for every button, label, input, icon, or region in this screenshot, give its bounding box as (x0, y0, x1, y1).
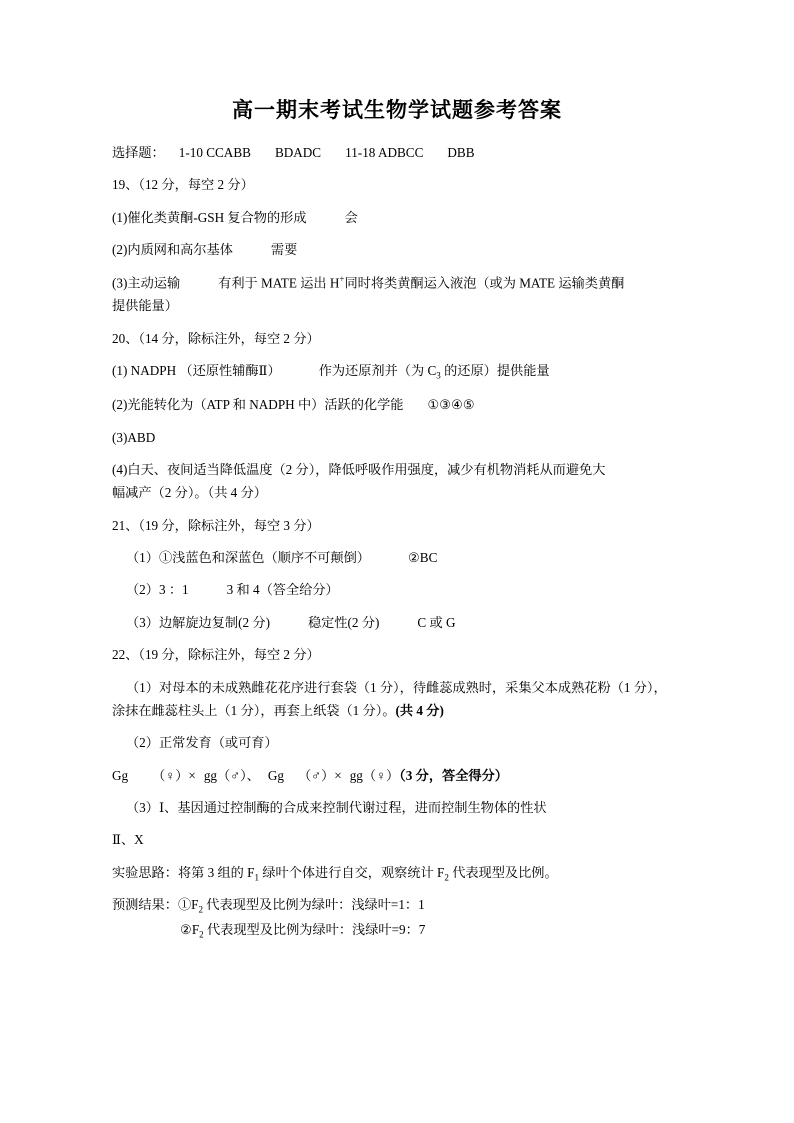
q20-line-2-b: ①③④⑤ (427, 397, 475, 413)
q20-line-2-a: (2)光能转化为（ATP 和 NADPH 中）活跃的化学能 (112, 397, 404, 413)
q19-item-1-answer: 会 (344, 209, 358, 225)
q22-predicted-result-1 (112, 894, 682, 917)
genotype-1: Gg (112, 767, 129, 783)
q21-line-3-b: 稳定性(2 分) (307, 614, 380, 630)
q20-line-1-b: 作为还原剂并（为 C (318, 363, 437, 379)
q19-header: 19、（12 分，每空 2 分） (112, 177, 254, 193)
q22-line-1-cont-text: 涂抹在雌蕊柱头上（1 分），再套上纸袋（1 分）。 (112, 702, 396, 718)
f2-subscript-r2: 2 (199, 929, 204, 940)
q21-line-1-a: （1）①浅蓝色和深蓝色（顺序不可颠倒） (126, 550, 370, 566)
q21-line-2-a: （2）3 ：1 (126, 582, 189, 598)
predicted-result-2-b: 代表现型及比例为绿叶：浅绿叶=9：7 (203, 922, 426, 938)
experiment-idea-c: 代表现型及比例。 (448, 864, 558, 880)
q22-genetics-line (112, 765, 682, 786)
predicted-result-1-a: ①F (177, 897, 199, 913)
f2-subscript: 2 (444, 872, 449, 883)
predicted-result-1-b: 代表现型及比例为绿叶：浅绿叶=1：1 (202, 897, 425, 913)
q21-line-2 (112, 579, 682, 600)
q21-line-1-b: ②BC (407, 550, 438, 566)
q21-line-2-b: 3 和 4（答全给分） (226, 582, 339, 598)
q19-item-3-cont: 提供能量） (112, 298, 178, 314)
choice-group-4: DBB (447, 145, 475, 160)
choice-group-2: BDADC (274, 145, 322, 160)
q19-item-1-text: 催化类黄酮-GSH 复合物的形成 (127, 209, 307, 225)
predicted-result-2-a: ②F (180, 922, 200, 938)
choice-group-1: 1-10 CCABB (178, 145, 251, 160)
q20-line-4-cont: 幅减产（2 分）。（共 4 分） (112, 485, 267, 501)
q22-header: 22、（19 分，除标注外，每空 2 分） (112, 647, 320, 663)
experiment-idea-b: 绿叶个体进行自交，观察统计 F (259, 864, 445, 880)
q20-line-4: (4)白天、夜间适当降低温度（2 分），降低呼吸作用强度，减少有机物消耗从而避免大 (112, 461, 606, 477)
choice-answers-line (112, 142, 682, 163)
q20-line-2 (112, 394, 682, 415)
q19-superscript: + (339, 273, 345, 284)
q20-line-1 (112, 360, 682, 383)
q19-item-1 (112, 207, 682, 228)
q19-item-3-answer-rest: 同时将类黄酮运入液泡（或为 MATE 运输类黄酮 (344, 274, 625, 290)
q21-line-3-c: C 或 G (417, 614, 456, 630)
q19-item-3-num: (3) (112, 274, 128, 290)
q20-line-3: (3)ABD (112, 429, 156, 445)
predicted-result-label: 预测结果： (112, 897, 178, 913)
q20-line-1-c: 的还原）提供能量 (440, 363, 550, 379)
genotype-3-sex: （♂）× (298, 767, 342, 783)
q19-item-1-num: (1) (112, 209, 128, 225)
q21-line-1 (112, 547, 682, 568)
q19-item-3 (112, 272, 682, 294)
q22-line-1-cont (112, 700, 682, 721)
q22-line-1-bold-note: (共 4 分) (395, 702, 444, 718)
q19-item-2 (112, 239, 682, 260)
q22-line-4: Ⅱ、X (112, 832, 144, 848)
genotype-1-sex: （♀）× (152, 767, 196, 783)
choice-label: 选择题： (112, 145, 165, 160)
q19-item-3-text: 主动运输 (127, 274, 181, 290)
genotype-4: gg（♀） (349, 767, 400, 783)
q19-item-2-answer: 需要 (270, 242, 298, 258)
q22-line-3: （3）Ⅰ、基因通过控制酶的合成来控制代谢过程，进而控制生物体的性状 (126, 800, 547, 816)
f2-subscript-r1: 2 (198, 904, 203, 915)
q20-header: 20、（14 分，除标注外，每空 2 分） (112, 330, 320, 346)
genotype-3: Gg (267, 767, 284, 783)
experiment-idea-a: 将第 3 组的 F (177, 864, 255, 880)
q21-header: 21、（19 分，除标注外，每空 3 分） (112, 517, 320, 533)
genetics-bold-note: （3 分，答全得分） (399, 767, 508, 783)
q20-subscript-c3: 3 (436, 370, 441, 381)
f1-subscript: 1 (254, 872, 260, 883)
page-title: 高一期末考试生物学试题参考答案 (232, 98, 562, 122)
q20-line-1-a: (1) NADPH （还原性辅酶Ⅱ） (112, 363, 281, 379)
q22-line-1: （1）对母本的未成熟雌花花序进行套袋（1 分），待雌蕊成熟时，采集父本成熟花粉（1 分）， (126, 679, 667, 695)
q19-item-3-answer: 有利于 MATE 运出 H (218, 274, 340, 290)
q19-item-2-num: (2) (112, 242, 128, 258)
choice-group-3: 11-18 ADBCC (345, 145, 424, 160)
experiment-idea-label: 实验思路： (112, 864, 178, 880)
q21-line-3-a: （3）边解旋边复制(2 分) (126, 614, 270, 630)
genotype-2: gg（♂）、 (203, 767, 260, 783)
q22-predicted-result-2 (112, 919, 682, 942)
q21-line-3 (112, 612, 682, 633)
q22-line-2: （2）正常发育（或可育） (126, 735, 278, 751)
q22-experiment-idea (112, 862, 682, 885)
q19-item-2-text: 内质网和高尔基体 (127, 242, 233, 258)
